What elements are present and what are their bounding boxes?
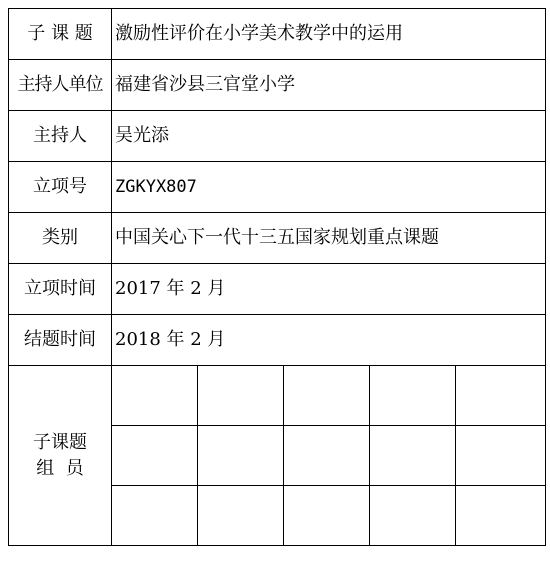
member-cell <box>284 426 370 486</box>
members-label-line2: 组 员 <box>36 457 84 479</box>
member-cell <box>112 486 198 546</box>
subject-value: 激励性评价在小学美术教学中的运用 <box>112 9 546 60</box>
members-label-line1: 子课题 <box>33 431 87 453</box>
member-cell <box>456 366 546 426</box>
end-date-label: 结题时间 <box>9 315 112 366</box>
project-info-table <box>8 8 546 546</box>
row-category <box>9 213 546 264</box>
category-label: 类别 <box>9 213 112 264</box>
member-cell <box>370 486 456 546</box>
row-host <box>9 111 546 162</box>
member-cell <box>370 426 456 486</box>
host-label: 主持人 <box>9 111 112 162</box>
category-value: 中国关心下一代十三五国家规划重点课题 <box>112 213 546 264</box>
host-unit-value: 福建省沙县三官堂小学 <box>112 60 546 111</box>
member-cell <box>370 366 456 426</box>
project-info-sheet <box>8 8 545 546</box>
start-date-label: 立项时间 <box>9 264 112 315</box>
project-number-value: ZGKYX807 <box>112 162 546 213</box>
members-label <box>9 366 112 546</box>
member-cell <box>112 426 198 486</box>
member-cell <box>198 426 284 486</box>
row-start-date <box>9 264 546 315</box>
member-cell <box>284 366 370 426</box>
project-number-label: 立项号 <box>9 162 112 213</box>
member-cell <box>198 486 284 546</box>
member-cell <box>456 486 546 546</box>
end-date-value: 2018 年 2 月 <box>112 315 546 366</box>
host-unit-label: 主持人单位 <box>9 60 112 111</box>
member-cell <box>284 486 370 546</box>
row-host-unit <box>9 60 546 111</box>
member-cell <box>112 366 198 426</box>
row-subject <box>9 9 546 60</box>
row-project-number <box>9 162 546 213</box>
members-row <box>9 366 546 426</box>
member-cell <box>198 366 284 426</box>
member-cell <box>456 426 546 486</box>
start-date-value: 2017 年 2 月 <box>112 264 546 315</box>
subject-label: 子 课 题 <box>9 9 112 60</box>
row-end-date <box>9 315 546 366</box>
host-value: 吴光添 <box>112 111 546 162</box>
